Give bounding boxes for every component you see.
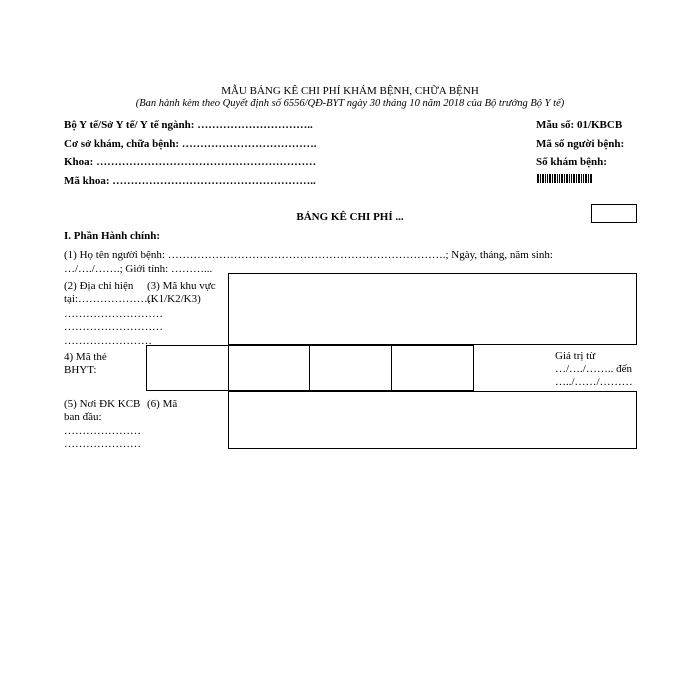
code-box (591, 204, 637, 223)
exam-number-label: Số khám bệnh: (536, 156, 607, 168)
facility-line: Cơ sở khám, chữa bệnh: ………………………………. (64, 138, 317, 150)
patient-code-label: Mã số người bệnh: (536, 138, 625, 150)
insurance-divider-2 (309, 345, 310, 391)
part1-heading: I. Phần Hành chính: (64, 230, 160, 242)
insurance-label: 4) Mã thẻ BHYT: (64, 351, 107, 376)
form-title: MẪU BẢNG KÊ CHI PHÍ KHÁM BỆNH, CHỮA BỆNH (221, 85, 479, 97)
insurance-divider-3 (391, 345, 392, 391)
address-dots-1: ……………………… (64, 308, 163, 320)
registration-dots-1: ………………… (64, 425, 141, 437)
form-subtitle: (Ban hành kèm theo Quyết định số 6556/QĐ-BYT ngày 30 tháng 10 năm 2018 của Bộ trưởng Bộ Y tế) (135, 98, 565, 109)
dob-line: …/…./…….; Giới tính: ………... (64, 263, 213, 275)
form-code: Mẫu số: 01/KBCB (536, 119, 623, 131)
address-dots-2: ……………………… (64, 321, 163, 333)
address-box (228, 273, 637, 345)
insurance-code-box (146, 345, 474, 391)
insurance-divider-1 (228, 345, 229, 391)
patient-name-line: (1) Họ tên người bệnh: ………………………………………………………………….; Ngày, tháng, năm sinh: (64, 249, 553, 261)
address-dots-3: …………………… (64, 335, 152, 347)
registration-dots-2: ………………… (64, 438, 141, 450)
address-label: (2) Địa chỉ hiện tại:………………… (64, 280, 156, 305)
department-line: Khoa: …………………………………………………… (64, 156, 317, 168)
department-code-line: Mã khoa: ……………………………………………….. (64, 175, 316, 187)
validity-label: Giá trị từ …/…./…….. đến …../……/……… (555, 350, 633, 388)
registration-label: (5) Nơi ĐK KCB ban đầu: (64, 398, 141, 423)
ministry-line: Bộ Y tế/Sở Y tế/ Y tế ngành: ………………………….. (64, 119, 313, 131)
section-title: BẢNG KÊ CHI PHÍ ... (296, 211, 404, 223)
region-code-label: (3) Mã khu vực (K1/K2/K3) (147, 280, 216, 305)
registration-box (228, 391, 637, 449)
initial-code-label: (6) Mã (147, 398, 178, 410)
barcode-icon (537, 174, 593, 183)
